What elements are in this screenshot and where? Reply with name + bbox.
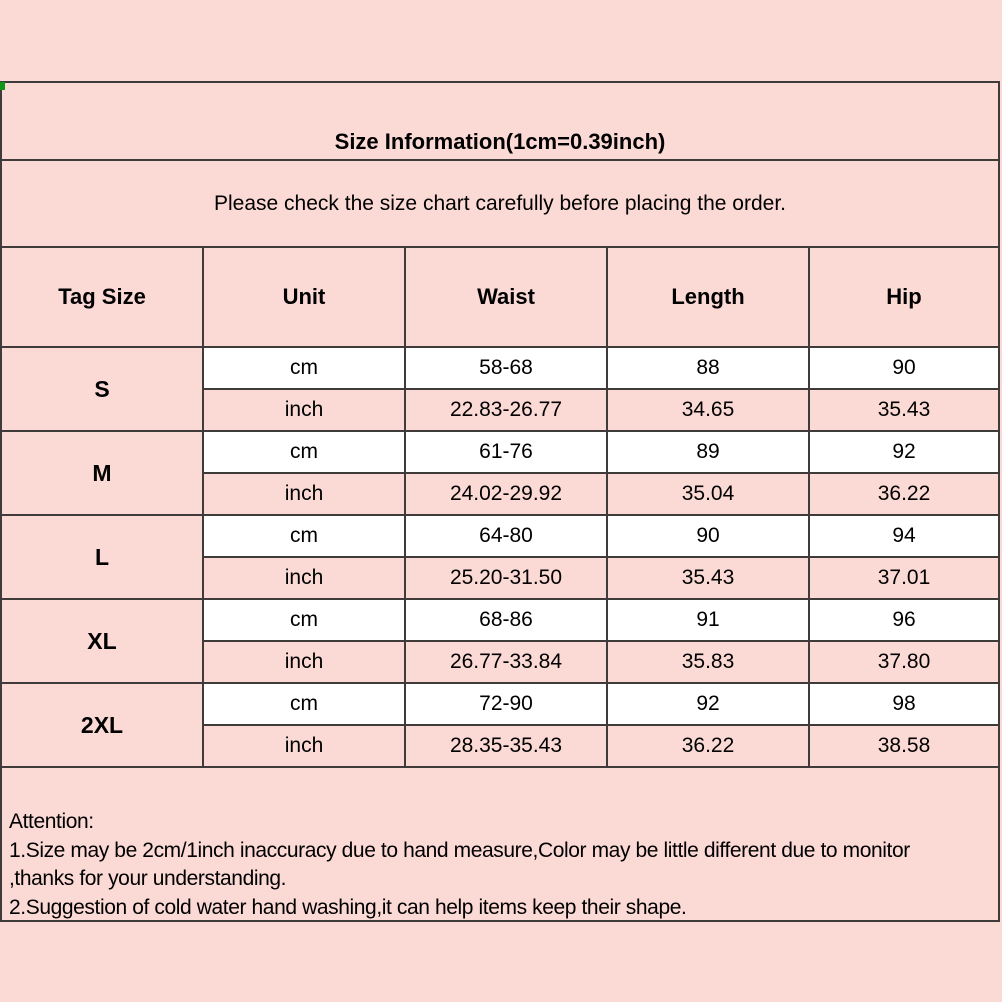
value-cell: 35.04 <box>607 473 809 515</box>
table-row-cm <box>2 683 998 725</box>
value-cell: 37.01 <box>809 557 998 599</box>
value-cell: 26.77-33.84 <box>405 641 607 683</box>
unit-cell: inch <box>203 725 405 767</box>
unit-cell: inch <box>203 641 405 683</box>
size-table-body <box>2 347 998 767</box>
size-table-header <box>2 247 998 347</box>
note-line: ,thanks for your understanding. <box>9 867 287 890</box>
table-row-cm <box>2 431 998 473</box>
unit-cell: cm <box>203 599 405 641</box>
value-cell: 24.02-29.92 <box>405 473 607 515</box>
value-cell: 90 <box>809 347 998 389</box>
column-header-hip: Hip <box>809 247 998 347</box>
value-cell: 22.83-26.77 <box>405 389 607 431</box>
value-cell: 90 <box>607 515 809 557</box>
tag-size-cell: S <box>2 347 203 431</box>
value-cell: 34.65 <box>607 389 809 431</box>
tag-size-cell: XL <box>2 599 203 683</box>
column-header-waist: Waist <box>405 247 607 347</box>
value-cell: 94 <box>809 515 998 557</box>
value-cell: 35.43 <box>809 389 998 431</box>
unit-cell: cm <box>203 347 405 389</box>
page-subtitle: Please check the size chart carefully before placing the order. <box>214 191 786 215</box>
unit-cell: cm <box>203 515 405 557</box>
size-table <box>2 246 998 768</box>
note-line: 1.Size may be 2cm/1inch inaccuracy due to hand measure,Color may be little different due to monitor <box>9 838 910 862</box>
value-cell: 35.43 <box>607 557 809 599</box>
value-cell: 38.58 <box>809 725 998 767</box>
value-cell: 96 <box>809 599 998 641</box>
tag-size-cell: L <box>2 515 203 599</box>
tag-size-cell: 2XL <box>2 683 203 767</box>
table-row-cm <box>2 515 998 557</box>
value-cell: 61-76 <box>405 431 607 473</box>
corner-artifact <box>0 82 5 90</box>
column-header-tag-size: Tag Size <box>2 247 203 347</box>
unit-cell: inch <box>203 557 405 599</box>
unit-cell: cm <box>203 431 405 473</box>
unit-cell: cm <box>203 683 405 725</box>
value-cell: 68-86 <box>405 599 607 641</box>
value-cell: 92 <box>607 683 809 725</box>
notes-heading: Attention: <box>9 810 94 833</box>
value-cell: 36.22 <box>809 473 998 515</box>
value-cell: 91 <box>607 599 809 641</box>
unit-cell: inch <box>203 389 405 431</box>
value-cell: 28.35-35.43 <box>405 725 607 767</box>
value-cell: 72-90 <box>405 683 607 725</box>
table-row-cm <box>2 347 998 389</box>
value-cell: 36.22 <box>607 725 809 767</box>
header-row <box>2 247 998 347</box>
unit-cell: inch <box>203 473 405 515</box>
attention-notes <box>2 768 998 922</box>
column-header-unit: Unit <box>203 247 405 347</box>
value-cell: 58-68 <box>405 347 607 389</box>
table-row-cm <box>2 599 998 641</box>
tag-size-cell: M <box>2 431 203 515</box>
page-title: Size Information(1cm=0.39inch) <box>2 83 998 161</box>
value-cell: 25.20-31.50 <box>405 557 607 599</box>
column-header-length: Length <box>607 247 809 347</box>
value-cell: 88 <box>607 347 809 389</box>
value-cell: 92 <box>809 431 998 473</box>
size-info-panel <box>0 81 1000 922</box>
note-line: 2.Suggestion of cold water hand washing,it can help items keep their shape. <box>9 895 687 919</box>
value-cell: 89 <box>607 431 809 473</box>
value-cell: 37.80 <box>809 641 998 683</box>
value-cell: 64-80 <box>405 515 607 557</box>
value-cell: 35.83 <box>607 641 809 683</box>
value-cell: 98 <box>809 683 998 725</box>
